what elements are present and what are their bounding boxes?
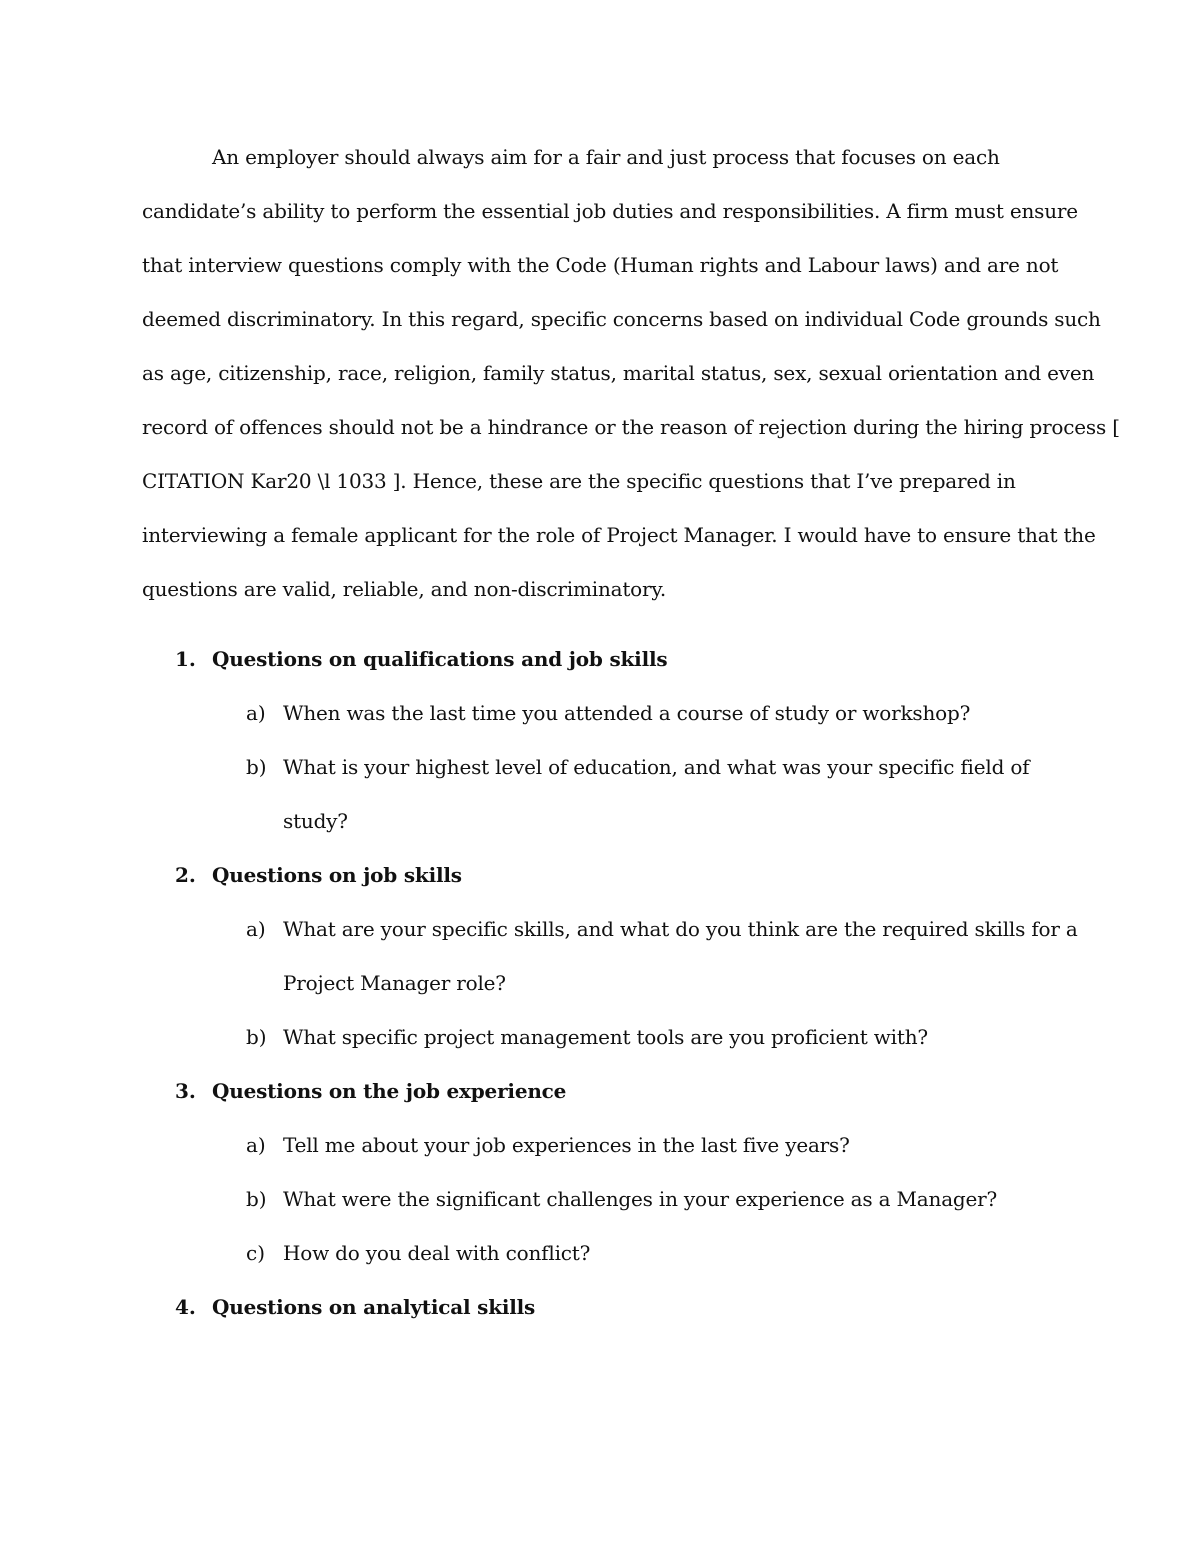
intro-line: as age, citizenship, race, religion, family status, marital status, sex, sexual orientation and even: [142, 361, 1095, 385]
intro-line: interviewing a female applicant for the role of Project Manager. I would have to ensure that the: [142, 523, 1096, 547]
intro-line: candidate’s ability to perform the essential job duties and responsibilities. A firm must ensure: [142, 199, 1078, 223]
section-number: 4.: [175, 1295, 196, 1319]
question-text: What are your specific skills, and what do you think are the required skills for a: [283, 917, 1078, 941]
question-text: Project Manager role?: [283, 971, 506, 995]
intro-line: deemed discriminatory. In this regard, specific concerns based on individual Code grounds such: [142, 307, 1101, 331]
question-text: What is your highest level of education, and what was your specific field of: [283, 755, 1030, 779]
section-heading: Questions on qualifications and job skills: [212, 647, 668, 671]
question-marker: b): [246, 755, 267, 779]
question-marker: a): [246, 1133, 266, 1157]
question-marker: b): [246, 1187, 267, 1211]
intro-line: record of offences should not be a hindrance or the reason of rejection during the hiring process [: [142, 415, 1120, 439]
section-number: 3.: [175, 1079, 196, 1103]
section-heading: Questions on the job experience: [212, 1079, 567, 1103]
question-marker: a): [246, 701, 266, 725]
question-marker: b): [246, 1025, 267, 1049]
question-text: Tell me about your job experiences in the last five years?: [283, 1133, 850, 1157]
question-text: What were the significant challenges in your experience as a Manager?: [283, 1187, 998, 1211]
question-text: How do you deal with conflict?: [283, 1241, 591, 1265]
question-text: What specific project management tools are you proficient with?: [283, 1025, 928, 1049]
question-text: When was the last time you attended a course of study or workshop?: [283, 701, 971, 725]
question-text: study?: [283, 809, 348, 833]
question-marker: c): [246, 1241, 266, 1265]
intro-line: An employer should always aim for a fair and just process that focuses on each: [212, 145, 1000, 169]
section-number: 1.: [175, 647, 196, 671]
intro-line: that interview questions comply with the Code (Human rights and Labour laws) and are not: [142, 253, 1059, 277]
question-marker: a): [246, 917, 266, 941]
section-heading: Questions on analytical skills: [212, 1295, 536, 1319]
section-number: 2.: [175, 863, 196, 887]
intro-line: questions are valid, reliable, and non-discriminatory.: [142, 577, 666, 601]
section-heading: Questions on job skills: [212, 863, 462, 887]
intro-line: CITATION Kar20 \l 1033 ]. Hence, these are the specific questions that I’ve prepared in: [142, 469, 1016, 493]
